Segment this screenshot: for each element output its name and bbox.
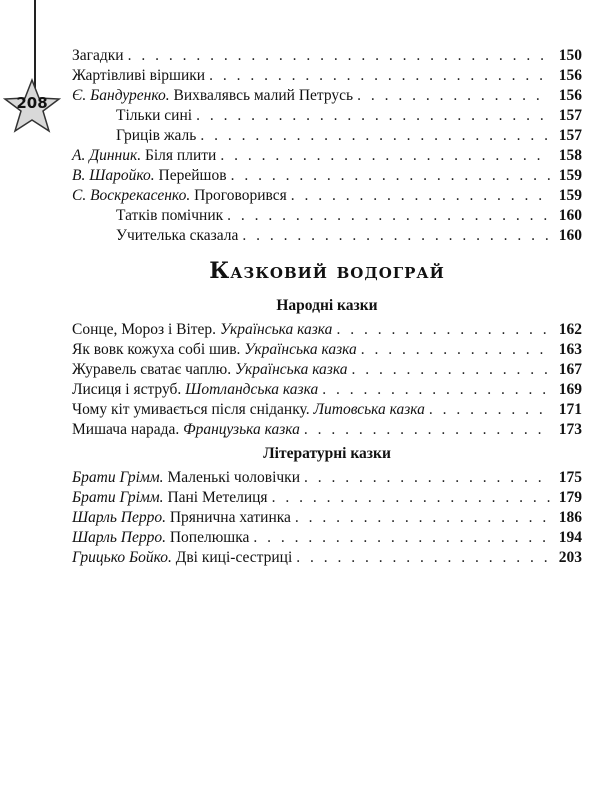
toc-entry[interactable] — [72, 340, 582, 360]
entry-author: Брати Грімм. — [72, 489, 164, 506]
literary-tales-block — [72, 444, 582, 568]
entry-title-group — [116, 226, 238, 246]
entry-page-number: 175 — [558, 469, 582, 486]
entry-title: Тільки сині — [116, 107, 193, 124]
entry-page-number: 159 — [558, 187, 582, 204]
entry-title-group — [72, 46, 124, 66]
entry-title: Як вовк кожуха собі шив. — [72, 341, 241, 358]
page-number: 208 — [16, 94, 48, 112]
entry-title: Біля плити — [144, 147, 217, 164]
toc-entry[interactable] — [72, 86, 582, 106]
toc-entry[interactable] — [72, 508, 582, 528]
entry-page-number: 160 — [558, 207, 582, 224]
entry-page-number: 186 — [558, 509, 582, 526]
entry-title: Чому кіт умивається після сніданку. — [72, 401, 310, 418]
dot-leader — [322, 380, 550, 400]
toc-entry[interactable] — [72, 206, 582, 226]
entry-genre: Французька казка — [183, 421, 300, 438]
entry-page-number: 157 — [558, 107, 582, 124]
entry-page-number: 156 — [558, 87, 582, 104]
entry-title-group — [72, 548, 292, 568]
entry-genre: Українська казка — [219, 321, 333, 338]
entry-title-group — [72, 528, 249, 548]
entry-title: Татків помічник — [116, 207, 224, 224]
toc-entry[interactable] — [72, 420, 582, 440]
entry-author: А. Динник. — [72, 147, 142, 164]
dot-leader — [296, 548, 550, 568]
entry-title-group — [116, 106, 192, 126]
dot-leader — [220, 146, 550, 166]
dot-leader — [291, 186, 550, 206]
entry-title: Вихвалявсь малий Петрусь — [173, 87, 354, 104]
entry-genre: Українська казка — [234, 361, 348, 378]
entry-title: Мишача нарада. — [72, 421, 180, 438]
dot-leader — [272, 488, 550, 508]
toc-entry[interactable] — [72, 186, 582, 206]
entry-title-group — [72, 320, 332, 340]
entry-page-number: 167 — [558, 361, 582, 378]
entry-page-number: 179 — [558, 489, 582, 506]
entry-title: Прянична хатинка — [169, 509, 291, 526]
entry-title: Гриців жаль — [116, 127, 197, 144]
entry-title: Проговорився — [194, 187, 287, 204]
entry-page-number: 160 — [558, 227, 582, 244]
dot-leader — [196, 106, 550, 126]
literary-heading: Літературні казки — [263, 445, 391, 462]
entry-title-group — [72, 360, 347, 380]
entry-title: Маленькі чоловічки — [167, 469, 300, 486]
dot-leader — [429, 400, 550, 420]
dot-leader — [209, 66, 550, 86]
dot-leader — [253, 528, 550, 548]
entry-title: Сонце, Мороз і Вітер. — [72, 321, 217, 338]
dot-leader — [304, 420, 550, 440]
entry-title-group — [72, 86, 353, 106]
entry-page-number: 163 — [558, 341, 582, 358]
entry-title-group — [72, 340, 357, 360]
entry-genre: Литовська казка — [313, 401, 425, 418]
entry-genre: Українська казка — [244, 341, 357, 358]
entry-title-group — [116, 206, 223, 226]
toc-entry[interactable] — [72, 360, 582, 380]
toc-entry[interactable] — [72, 146, 582, 166]
toc-entry[interactable] — [72, 106, 582, 126]
toc-entry[interactable] — [72, 126, 582, 146]
folk-list — [72, 320, 582, 440]
entry-author: Брати Грімм. — [72, 469, 164, 486]
entry-page-number: 171 — [558, 401, 582, 418]
entry-page-number: 156 — [558, 67, 582, 84]
entry-title: Попелюшка — [169, 529, 250, 546]
dot-leader — [231, 166, 550, 186]
entry-title-group — [72, 420, 300, 440]
entry-author: Грицько Бойко. — [72, 549, 172, 566]
toc-entry[interactable] — [72, 226, 582, 246]
toc-entry[interactable] — [72, 166, 582, 186]
entry-title-group — [72, 400, 425, 420]
entry-author: Шарль Перро. — [72, 509, 166, 526]
entry-page-number: 173 — [558, 421, 582, 438]
entry-page-number: 194 — [558, 529, 582, 546]
entry-title-group — [72, 508, 291, 528]
dot-leader — [227, 206, 550, 226]
entry-genre: Шотландська казка — [185, 381, 319, 398]
entry-title-group — [72, 146, 216, 166]
dot-leader — [357, 86, 550, 106]
entry-title-group — [72, 186, 287, 206]
entry-author: В. Шаройко. — [72, 167, 155, 184]
toc-entry[interactable] — [72, 320, 582, 340]
entry-page-number: 159 — [558, 167, 582, 184]
entry-title: Жартівливі віршики — [72, 67, 206, 84]
entry-title-group — [116, 126, 196, 146]
toc-entry[interactable] — [72, 380, 582, 400]
entry-author: Є. Бандуренко. — [72, 87, 170, 104]
toc-entry[interactable] — [72, 548, 582, 568]
entry-page-number: 162 — [558, 321, 582, 338]
dot-leader — [295, 508, 550, 528]
dot-leader — [242, 226, 550, 246]
entry-title: Загадки — [72, 47, 124, 64]
entry-page-number: 169 — [558, 381, 582, 398]
entry-page-number: 150 — [558, 47, 582, 64]
entry-page-number: 158 — [558, 147, 582, 164]
dot-leader — [304, 468, 550, 488]
dot-leader — [361, 340, 550, 360]
entry-author: Шарль Перро. — [72, 529, 166, 546]
entry-page-number: 203 — [558, 549, 582, 566]
entry-title-group — [72, 488, 268, 508]
dot-leader — [200, 126, 550, 146]
entry-title: Журавель сватає чаплю. — [72, 361, 232, 378]
entry-title-group — [72, 380, 318, 400]
entry-title: Дві киці-сестриці — [175, 549, 293, 566]
entry-page-number: 157 — [558, 127, 582, 144]
folk-tales-block — [72, 296, 582, 440]
section-title: Казковий водограй — [209, 258, 445, 284]
toc-entry[interactable] — [72, 488, 582, 508]
toc-entry[interactable] — [72, 46, 582, 66]
literary-list — [72, 468, 582, 568]
entry-title: Лисиця і яструб. — [72, 381, 182, 398]
toc-entry[interactable] — [72, 468, 582, 488]
toc-top-list — [72, 46, 582, 246]
toc-entry[interactable] — [72, 528, 582, 548]
toc-top-block — [72, 46, 582, 246]
entry-title-group — [72, 66, 205, 86]
entry-author: С. Воскрекасенко. — [72, 187, 191, 204]
dot-leader — [128, 46, 550, 66]
entry-title: Перейшов — [158, 167, 227, 184]
entry-title: Пані Метелиця — [167, 489, 268, 506]
dot-leader — [351, 360, 550, 380]
toc-entry[interactable] — [72, 66, 582, 86]
folk-heading: Народні казки — [276, 297, 378, 314]
dot-leader — [336, 320, 550, 340]
entry-title-group — [72, 468, 300, 488]
entry-title: Учителька сказала — [116, 227, 239, 244]
entry-title-group — [72, 166, 227, 186]
toc-entry[interactable] — [72, 400, 582, 420]
